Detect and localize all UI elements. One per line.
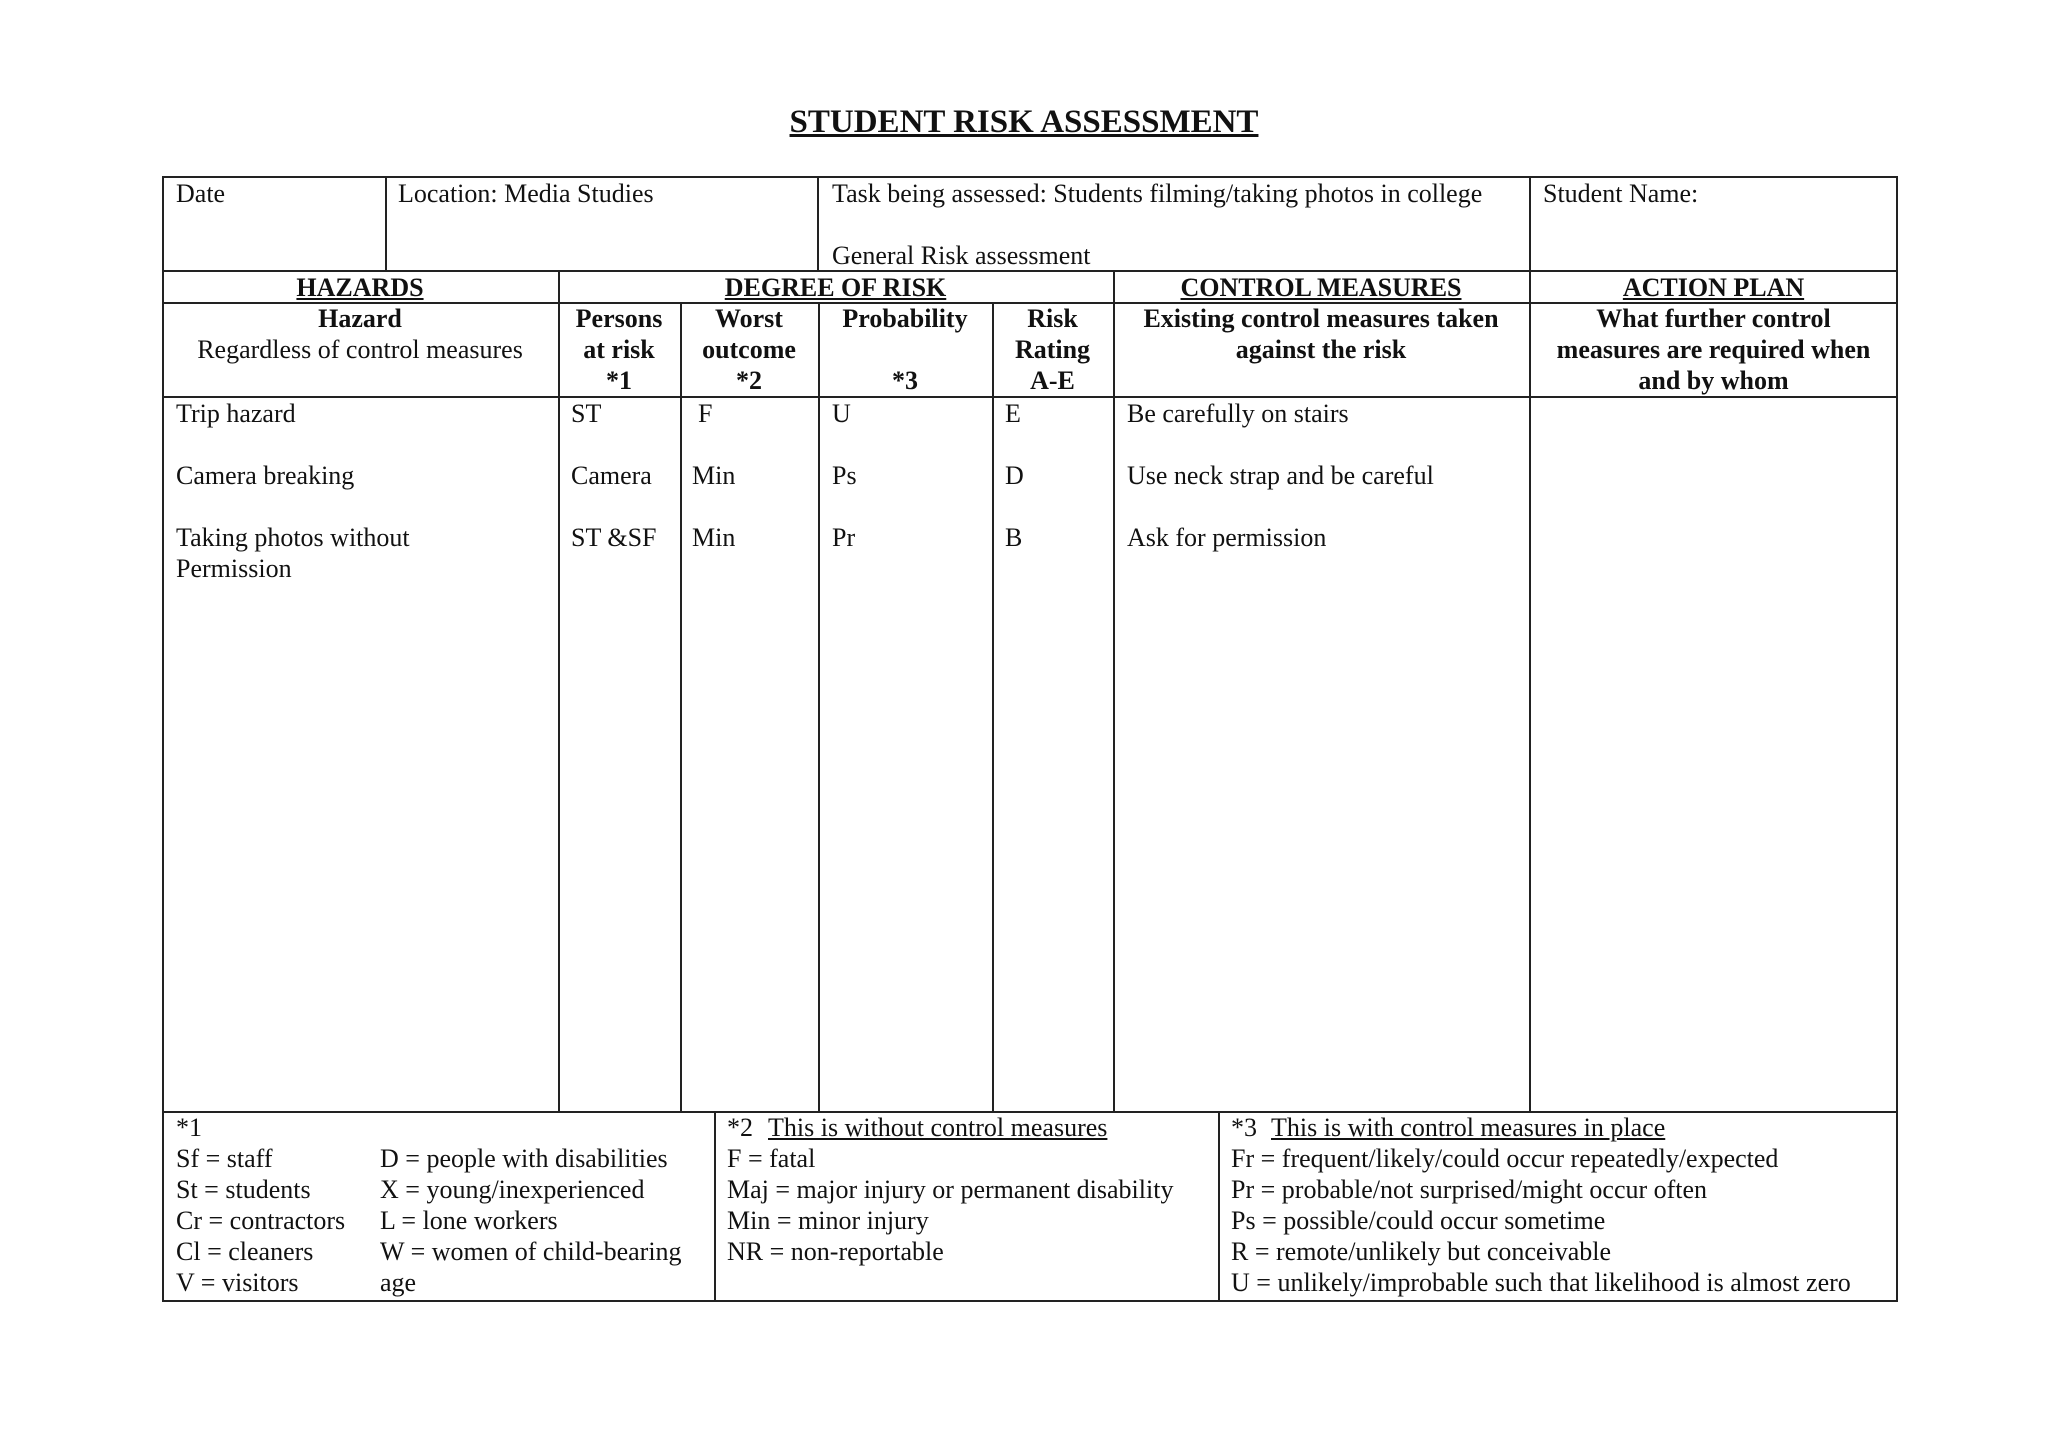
risk-rating-cell: B — [1005, 523, 1023, 552]
persons-cell: ST &SF — [571, 523, 657, 552]
persons-cell: ST — [571, 399, 602, 428]
divider — [714, 1111, 716, 1302]
divider — [992, 302, 994, 1111]
legend-2-mark: *2 — [727, 1113, 753, 1142]
probability-cell: Pr — [832, 523, 856, 552]
divider — [385, 176, 387, 270]
legend-item: Min = minor injury — [727, 1206, 929, 1235]
legend-item: F = fatal — [727, 1144, 816, 1173]
divider — [1529, 270, 1531, 1111]
col-risk-rating: Rating — [1014, 335, 1091, 364]
legend-3-mark: *3 — [1231, 1113, 1257, 1142]
legend-item: X = young/inexperienced — [380, 1175, 645, 1204]
legend-item: Ps = possible/could occur sometime — [1231, 1206, 1606, 1235]
control-measure-cell: Be carefully on stairs — [1127, 399, 1349, 428]
hazard-cell-continued: Permission — [176, 554, 292, 583]
legend-item: age — [380, 1268, 417, 1297]
worst-outcome-cell: Min — [692, 523, 736, 552]
col-existing-controls: against the risk — [1235, 335, 1407, 364]
section-control-measures: CONTROL MEASURES — [1180, 273, 1462, 302]
legend-item: L = lone workers — [380, 1206, 558, 1235]
location-label: Location: Media Studies — [398, 179, 654, 208]
divider — [558, 270, 560, 1111]
col-worst-footnote: *2 — [736, 366, 762, 395]
legend-3-title: This is with control measures in place — [1271, 1113, 1666, 1142]
legend-item: St = students — [176, 1175, 311, 1204]
legend-2-title: This is without control measures — [768, 1113, 1108, 1142]
col-worst-outcome: Worst — [715, 304, 783, 333]
section-hazards: HAZARDS — [296, 273, 424, 302]
hazard-cell: Taking photos without — [176, 523, 410, 552]
col-existing-controls: Existing control measures taken — [1143, 304, 1499, 333]
legend-item: U = unlikely/improbable such that likelihood is almost zero — [1231, 1268, 1851, 1297]
worst-outcome-cell: F — [698, 399, 713, 428]
legend-item: Cl = cleaners — [176, 1237, 314, 1266]
col-probability: Probability — [842, 304, 968, 333]
divider — [680, 302, 682, 1111]
worst-outcome-cell: Min — [692, 461, 736, 490]
divider — [1218, 1111, 1220, 1302]
legend-item: Pr = probable/not surprised/might occur often — [1231, 1175, 1708, 1204]
control-measure-cell: Use neck strap and be careful — [1127, 461, 1434, 490]
hazard-cell: Camera breaking — [176, 461, 355, 490]
col-probability-footnote: *3 — [892, 366, 918, 395]
legend-item: W = women of child-bearing — [380, 1237, 682, 1266]
document-title: STUDENT RISK ASSESSMENT — [789, 104, 1259, 140]
divider — [818, 302, 820, 1111]
col-risk-rating: Risk — [1027, 304, 1078, 333]
divider — [817, 176, 819, 270]
col-further-controls: measures are required when — [1556, 335, 1871, 364]
divider — [1529, 176, 1531, 270]
control-measure-cell: Ask for permission — [1127, 523, 1327, 552]
divider — [1113, 270, 1115, 1111]
legend-item: Maj = major injury or permanent disability — [727, 1175, 1174, 1204]
legend-item: Cr = contractors — [176, 1206, 346, 1235]
col-hazard-subtitle: Regardless of control measures — [197, 335, 523, 364]
persons-cell: Camera — [571, 461, 652, 490]
section-action-plan: ACTION PLAN — [1622, 273, 1805, 302]
col-persons: at risk — [583, 335, 655, 364]
task-label: Task being assessed: Students filming/taking photos in college — [832, 179, 1483, 208]
date-label: Date — [176, 179, 226, 208]
legend-item: NR = non-reportable — [727, 1237, 944, 1266]
legend-item: R = remote/unlikely but conceivable — [1231, 1237, 1611, 1266]
col-persons: Persons — [575, 304, 663, 333]
section-degree-of-risk: DEGREE OF RISK — [724, 273, 947, 302]
student-name-label: Student Name: — [1543, 179, 1699, 208]
divider — [162, 396, 1898, 398]
col-worst-outcome: outcome — [702, 335, 796, 364]
legend-item: Sf = staff — [176, 1144, 273, 1173]
col-hazard-title: Hazard — [318, 304, 402, 333]
col-persons-footnote: *1 — [606, 366, 632, 395]
legend-item: V = visitors — [176, 1268, 299, 1297]
legend-item: D = people with disabilities — [380, 1144, 668, 1173]
probability-cell: U — [832, 399, 851, 428]
col-further-controls: What further control — [1596, 304, 1831, 333]
legend-1-mark: *1 — [176, 1113, 202, 1142]
col-further-controls: and by whom — [1638, 366, 1789, 395]
risk-rating-cell: D — [1005, 461, 1024, 490]
hazard-cell: Trip hazard — [176, 399, 296, 428]
probability-cell: Ps — [832, 461, 857, 490]
risk-rating-cell: E — [1005, 399, 1021, 428]
legend-item: Fr = frequent/likely/could occur repeatedly/expected — [1231, 1144, 1779, 1173]
task-subtitle: General Risk assessment — [832, 241, 1091, 270]
col-risk-rating-scale: A-E — [1030, 366, 1075, 395]
